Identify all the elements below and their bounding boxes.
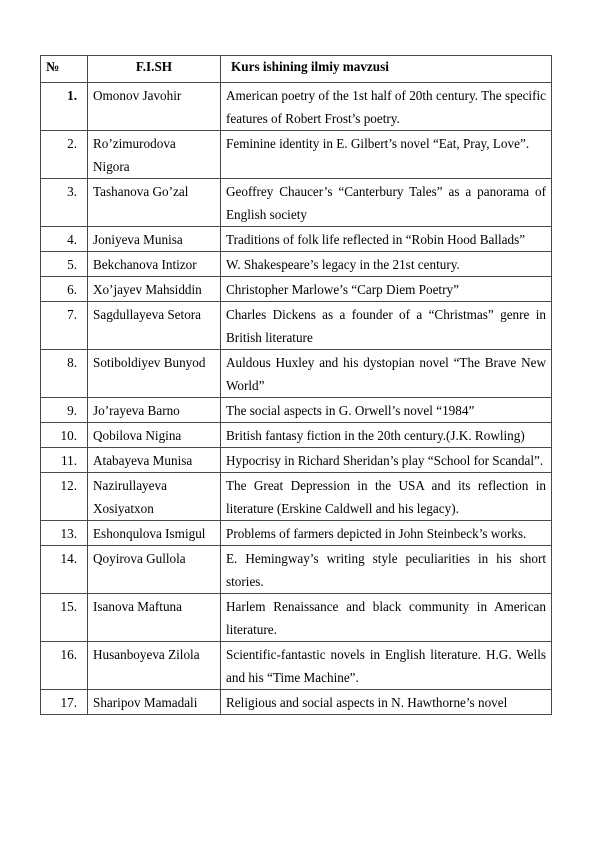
row-number: 15. [41, 594, 88, 642]
student-name: Jo’rayeva Barno [88, 398, 221, 423]
course-topic: British fantasy fiction in the 20th century.(J.K. Rowling) [221, 423, 552, 448]
header-number: № [41, 56, 88, 83]
student-name: Xo’jayev Mahsiddin [88, 277, 221, 302]
row-number: 11. [41, 448, 88, 473]
course-topic: The Great Depression in the USA and its reflection in literature (Erskine Caldwell and his legacy). [221, 473, 552, 521]
row-number: 12. [41, 473, 88, 521]
table-row [41, 350, 552, 398]
course-topic: Charles Dickens as a founder of a “Christmas” genre in British literature [221, 302, 552, 350]
course-topic: Scientific-fantastic novels in English literature. H.G. Wells and his “Time Machine”. [221, 642, 552, 690]
row-number: 5. [41, 252, 88, 277]
student-name: Husanboyeva Zilola [88, 642, 221, 690]
course-topic: American poetry of the 1st half of 20th century. The specific features of Robert Frost’s poetry. [221, 83, 552, 131]
student-name: Omonov Javohir [88, 83, 221, 131]
row-number: 4. [41, 227, 88, 252]
table-row [41, 546, 552, 594]
student-name: Joniyeva Munisa [88, 227, 221, 252]
student-name: Qobilova Nigina [88, 423, 221, 448]
row-number: 17. [41, 690, 88, 715]
row-number: 7. [41, 302, 88, 350]
table-row [41, 302, 552, 350]
student-name: Sharipov Mamadali [88, 690, 221, 715]
row-number: 9. [41, 398, 88, 423]
header-topic: Kurs ishining ilmiy mavzusi [221, 56, 552, 83]
course-topic: Religious and social aspects in N. Hawthorne’s novel [221, 690, 552, 715]
table-row [41, 448, 552, 473]
course-topic: E. Hemingway’s writing style peculiarities in his short stories. [221, 546, 552, 594]
course-topic: W. Shakespeare’s legacy in the 21st century. [221, 252, 552, 277]
table-row [41, 594, 552, 642]
course-topic: Christopher Marlowe’s “Carp Diem Poetry” [221, 277, 552, 302]
course-topic: Traditions of folk life reflected in “Robin Hood Ballads” [221, 227, 552, 252]
course-topic: Problems of farmers depicted in John Steinbeck’s works. [221, 521, 552, 546]
table-row [41, 131, 552, 179]
student-name: Qoyirova Gullola [88, 546, 221, 594]
course-topic: Hypocrisy in Richard Sheridan’s play “School for Scandal”. [221, 448, 552, 473]
table-row [41, 179, 552, 227]
row-number: 16. [41, 642, 88, 690]
row-number: 10. [41, 423, 88, 448]
table-row [41, 227, 552, 252]
course-topics-table [40, 55, 552, 715]
table-row [41, 398, 552, 423]
course-topic: Harlem Renaissance and black community in American literature. [221, 594, 552, 642]
table-row [41, 521, 552, 546]
student-name: Eshonqulova Ismigul [88, 521, 221, 546]
header-row [41, 56, 552, 83]
student-name: Tashanova Go’zal [88, 179, 221, 227]
row-number: 6. [41, 277, 88, 302]
student-name: Atabayeva Munisa [88, 448, 221, 473]
row-number: 8. [41, 350, 88, 398]
row-number: 1. [41, 83, 88, 131]
student-name: Ro’zimurodova Nigora [88, 131, 221, 179]
course-topic: Auldous Huxley and his dystopian novel “The Brave New World” [221, 350, 552, 398]
student-name: Sagdullayeva Setora [88, 302, 221, 350]
student-name: Isanova Maftuna [88, 594, 221, 642]
course-topic: Feminine identity in E. Gilbert’s novel “Eat, Pray, Love”. [221, 131, 552, 179]
table-row [41, 690, 552, 715]
row-number: 13. [41, 521, 88, 546]
student-name: Nazirullayeva Xosiyatxon [88, 473, 221, 521]
table-row [41, 277, 552, 302]
table-row [41, 642, 552, 690]
row-number: 3. [41, 179, 88, 227]
header-full-name: F.I.SH [88, 56, 221, 83]
row-number: 14. [41, 546, 88, 594]
course-topic: Geoffrey Chaucer’s “Canterbury Tales” as a panorama of English society [221, 179, 552, 227]
table-row [41, 83, 552, 131]
student-name: Sotiboldiyev Bunyod [88, 350, 221, 398]
course-topic: The social aspects in G. Orwell’s novel “1984” [221, 398, 552, 423]
table-row [41, 252, 552, 277]
table-row [41, 473, 552, 521]
student-name: Bekchanova Intizor [88, 252, 221, 277]
row-number: 2. [41, 131, 88, 179]
table-row [41, 423, 552, 448]
